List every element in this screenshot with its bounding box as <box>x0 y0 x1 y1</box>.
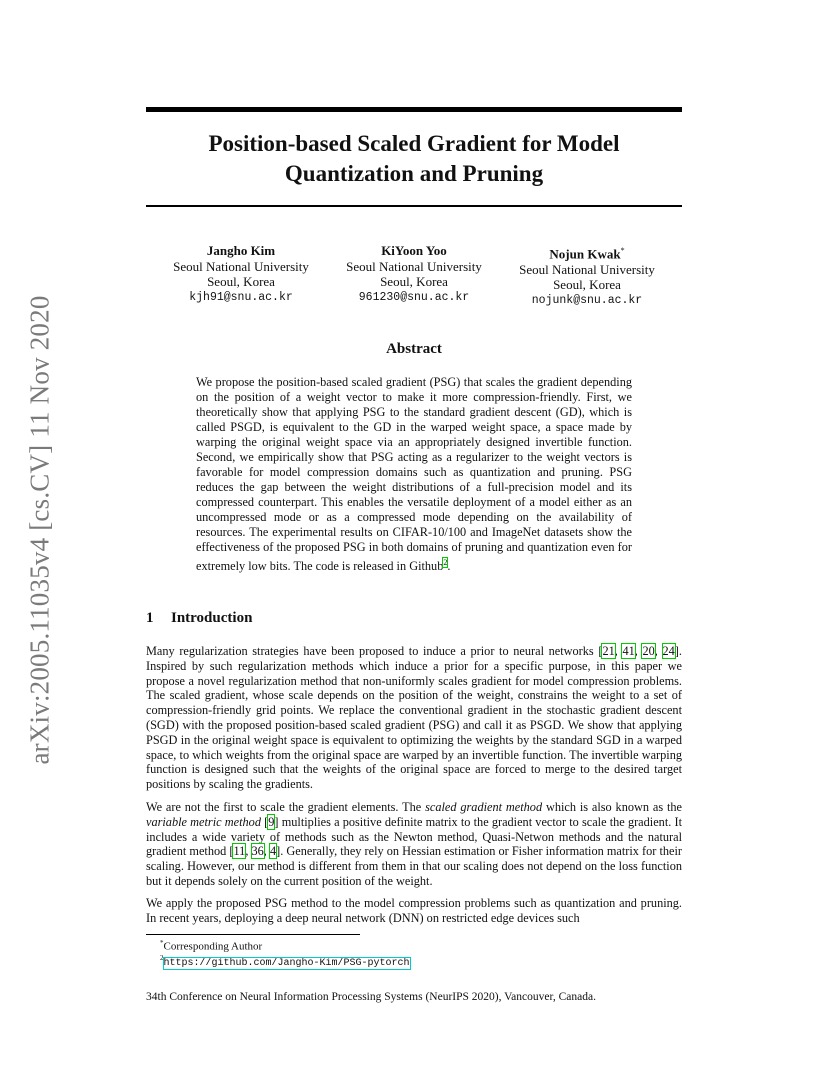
paragraph-text: Many regularization strategies have been proposed to induce a prior to neural networks [ <box>146 644 603 658</box>
emphasized-term: variable metric method <box>146 814 261 829</box>
paragraph-text: ] multiplies a positive definite matrix to the gradient vector to scale the gradient. It includes a wide variety of methods such as the Newton method, Quasi-Netwon methods and the natural gradient method [ <box>146 814 683 859</box>
section-number: 1 <box>146 610 154 626</box>
footnote-rule <box>146 934 360 935</box>
author-name-row <box>502 243 672 262</box>
title-top-rule <box>146 107 682 112</box>
author-location: Seoul, Korea <box>380 274 448 289</box>
paragraph-text: We are not the first to scale the gradient elements. The <box>146 800 426 814</box>
author-block-3 <box>502 243 672 308</box>
footnote-text: Corresponding Author <box>163 940 263 953</box>
author-affiliation: Seoul National University <box>346 258 482 274</box>
citation-link[interactable]: 24 <box>662 644 675 658</box>
author-email[interactable]: nojunk@snu.ac.kr <box>531 293 643 307</box>
author-email[interactable]: kjh91@snu.ac.kr <box>189 290 293 304</box>
abstract-heading: Abstract <box>386 341 442 357</box>
arxiv-stamp-text: arXiv:2005.11035v4 [cs.CV] 11 Nov 2020 <box>24 295 55 765</box>
citation-link[interactable]: 20 <box>642 644 655 658</box>
title-bottom-rule <box>146 205 682 207</box>
paragraph-text: which is also known as the <box>542 800 682 814</box>
citation-link[interactable]: 11 <box>233 844 246 859</box>
arxiv-stamp <box>20 270 60 790</box>
author-name: KiYoon Yoo <box>381 243 447 258</box>
conference-footer: 34th Conference on Neural Information Processing Systems (NeurIPS 2020), Vancouver, Canada. <box>146 991 596 1003</box>
author-block-2 <box>329 243 499 305</box>
section-title: Introduction <box>171 610 253 626</box>
emphasized-term: scaled gradient method <box>425 800 543 814</box>
citation-link[interactable]: 4 <box>269 844 277 859</box>
citation-link[interactable]: 41 <box>622 644 635 658</box>
author-affiliation: Seoul National University <box>519 261 655 277</box>
footnote-mark: * <box>160 939 164 947</box>
author-name: Jangho Kim <box>206 243 276 258</box>
paragraph-text: ]. Generally, they rely on Hessian estimation or Fisher information matrix for their scaling. However, our method is different from them in that our scaling does not depend on the loss function but it depends solely on the current position of the weight. <box>146 844 683 888</box>
intro-paragraph-3: We apply the proposed PSG method to the model compression problems such as quantization and pruning. In recent years, deploying a deep neural network (DNN) on restricted edge devices such <box>146 896 682 925</box>
footnote-mark: 2 <box>160 954 164 962</box>
footnote-2 <box>160 952 410 970</box>
author-block-1 <box>156 243 326 305</box>
author-location: Seoul, Korea <box>553 277 621 293</box>
paper-title <box>146 129 682 189</box>
citation-link[interactable]: 9 <box>268 814 275 829</box>
title-line-1: Position-based Scaled Gradient for Model <box>208 131 620 156</box>
author-affiliation: Seoul National University <box>173 258 309 274</box>
corresponding-author-mark: * <box>620 246 625 255</box>
intro-paragraph-1: Many regularization strategies have been proposed to induce a prior to neural networks [21, 41, 20, 24]. Inspired by such regularization methods which induce a prior for a specific purpose, in this paper we propose a novel regularization method that non-uniformly scales gradient for model compression problems. The scaled gradient, whose scale depends on the position of the weight, constrains the weight to a set of compression-friendly grid points. We replace the conventional gradient in the stochastic gradient descent (SGD) with the proposed position-based scaled gradient (PSG) and call it as PSGD. We show that applying PSGD in the original weight space is equivalent to optimizing the weights by the standard SGD in a warped space, to which weights from the original space are warped by an invertible function. The invertible warping function is designed such that the weights of the original space are forced to merge to the desired target positions by scaling the gradients. <box>146 644 682 792</box>
paragraph-text: ]. Inspired by such regularization methods which induce a prior for a specific purpose, in this paper we propose a novel regularization method that non-uniformly scales gradient for model compression problems. The scaled gradient, whose scale depends on the position of the weight, constrains the weight to a set of compression-friendly grid points. We replace the conventional gradient in the stochastic gradient descent (SGD) with the proposed position-based scaled gradient (PSG) and call it as PSGD. We show that applying PSGD in the original weight space is equivalent to optimizing the weights by the standard SGD in a warped space, to which weights from the original space are warped by an invertible function. The invertible warping function is designed such that the weights of the original space are forced to merge to the desired target positions by scaling the gradients. <box>146 644 682 792</box>
author-email[interactable]: 961230@snu.ac.kr <box>358 290 470 304</box>
title-line-2: Quantization and Pruning <box>284 161 544 186</box>
abstract-text: We propose the position-based scaled gradient (PSG) that scales the gradient depending on the position of a weight vector to make it more compression-friendly. First, we theoretically show that applying PSG to the standard gradient descent (GD), which is called PSGD, is equivalent to the GD in the warped weight space, a space made by warping the original weight space via an appropriately designed invertible function. Second, we empirically show that PSG acting as a regularizer to the weight vectors is favorable for model compression domains such as quantization and pruning. PSG reduces the gap between the weight distributions of a full-precision model and its compressed counterpart. This enables the versatile deployment of a model either as an uncompressed mode or as a compressed mode depending on the availability of resources. The experimental results on CIFAR-10/100 and ImageNet datasets show the effectiveness of the proposed PSG in both domains of pruning and quantization even for extremely low bits. The code is released in Github$^2$. <box>196 375 632 574</box>
author-name: Nojun Kwak <box>549 246 621 262</box>
footnote-link[interactable]: 2 <box>443 558 448 567</box>
author-location: Seoul, Korea <box>207 274 275 289</box>
paragraph-text: [ <box>260 814 269 829</box>
citation-link[interactable]: 21 <box>602 644 615 658</box>
github-url-link[interactable]: https://github.com/Jangho-Kim/PSG-pytorch <box>163 957 410 969</box>
abstract-body-text: We propose the position-based scaled gradient (PSG) that scales the gradient depending on the position of a weight vector to make it more compression-friendly. First, we theoretically show that applying PSG to the standard gradient descent (GD), which is called PSGD, is equivalent to the GD in the warped weight space, a space made by warping the original weight space via an appropriately designed invertible function. Second, we empirically show that PSG acting as a regularizer to the weight vectors is favorable for model compression domains such as quantization and pruning. PSG reduces the gap between the weight distributions of a full-precision model and its compressed counterpart. This enables the versatile deployment of a model either as an uncompressed mode or as a compressed mode depending on the availability of resources. The experimental results on CIFAR-10/100 and ImageNet datasets show the effectiveness of the proposed PSG in both domains of pruning and quantization even for extremely low bits. The code is released in Github <box>196 375 632 574</box>
intro-paragraph-2: We are not the first to scale the gradient elements. The scaled gradient method which is also known as the variable metric method [9] multiplies a positive definite matrix to the gradient vector to scale the gradient. It includes a wide variety of methods such as the Newton method, Quasi-Netwon methods and the natural gradient method [11, 36, 4]. Generally, they rely on Hessian estimation or Fisher information matrix for their scaling. However, our method is different from them in that our scaling does not depend on the loss function but it depends solely on the current position of the weight. <box>146 800 683 888</box>
section-heading <box>146 610 252 627</box>
citation-link[interactable]: 36 <box>251 844 264 859</box>
